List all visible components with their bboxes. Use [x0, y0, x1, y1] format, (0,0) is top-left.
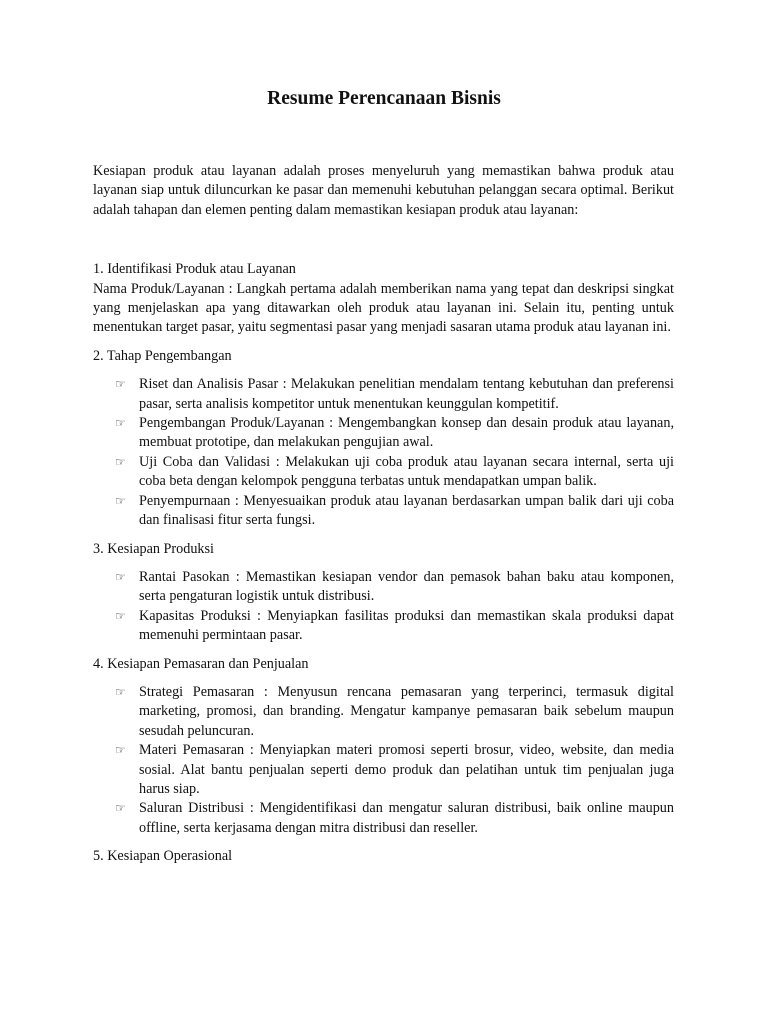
list-item — [93, 741, 674, 799]
hand-pointing-right-icon: ☞ — [115, 377, 126, 392]
list-item-text: Penyempurnaan : Menyesuaikan produk atau layanan berdasarkan umpan balik dari uji coba dan finalisasi fitur serta fungsi. — [139, 492, 674, 529]
list-item — [93, 607, 674, 646]
hand-pointing-right-icon: ☞ — [115, 416, 126, 431]
list-item — [93, 453, 674, 492]
list-item — [93, 492, 674, 531]
section-3-list — [93, 568, 674, 646]
list-item — [93, 414, 674, 453]
section-heading-2: 2. Tahap Pengembangan — [93, 347, 232, 364]
hand-pointing-right-icon: ☞ — [115, 743, 126, 758]
hand-pointing-right-icon: ☞ — [115, 684, 126, 699]
list-item-text: Materi Pemasaran : Menyiapkan materi promosi seperti brosur, video, website, dan media sosial. Alat bantu penjualan seperti demo produk dan pelatihan untuk tim penjualan juga harus siap. — [139, 742, 674, 797]
list-item-text: Kapasitas Produksi : Menyiapkan fasilitas produksi dan memastikan skala produksi dapat memenuhi permintaan pasar. — [139, 607, 674, 644]
document-title: Resume Perencanaan Bisnis — [267, 88, 501, 109]
hand-pointing-right-icon: ☞ — [115, 569, 126, 584]
list-item-text: Rantai Pasokan : Memastikan kesiapan vendor dan pemasok bahan baku atau komponen, serta pengaturan logistik untuk distribusi. — [139, 568, 674, 605]
section-4-list — [93, 683, 674, 838]
section-heading-1: 1. Identifikasi Produk atau Layanan — [93, 261, 296, 278]
list-item-text: Strategi Pemasaran : Menyusun rencana pemasaran yang terperinci, termasuk digital marketing, promosi, dan branding. Mengatur kampanye pemasaran baik sebelum maupun sesudah peluncuran. — [139, 683, 674, 739]
list-item-text: Riset dan Analisis Pasar : Melakukan penelitian mendalam tentang kebutuhan dan preferensi pasar, serta analisis kompetitor untuk menentukan keunggulan kompetitif. — [139, 376, 674, 412]
hand-pointing-right-icon: ☞ — [115, 493, 126, 508]
hand-pointing-right-icon: ☞ — [115, 454, 126, 469]
list-item — [93, 683, 674, 741]
list-item — [93, 799, 674, 838]
list-item — [93, 568, 674, 607]
list-item-text: Uji Coba dan Validasi : Melakukan uji coba produk atau layanan secara internal, serta uji coba beta dengan kelompok pengguna terbatas untuk mendapatkan umpan balik. — [139, 453, 674, 490]
list-item-text: Pengembangan Produk/Layanan : Mengembangkan konsep dan desain produk atau layanan, membuat prototipe, dan melakukan pengujian awal. — [139, 415, 674, 451]
hand-pointing-right-icon: ☞ — [115, 608, 126, 623]
section-2-list — [93, 375, 674, 530]
document-body — [93, 162, 674, 867]
list-item-text: Saluran Distribusi : Mengidentifikasi dan mengatur saluran distribusi, baik online maupun offline, serta kerjasama dengan mitra distribusi dan reseller. — [139, 800, 674, 836]
section-heading-3: 3. Kesiapan Produksi — [93, 540, 214, 557]
section-1-paragraph: Nama Produk/Layanan : Langkah pertama adalah memberikan nama yang tepat dan deskripsi singkat yang menjelaskan apa yang ditawarkan oleh produk atau layanan ini. Selain itu, penting untuk menentukan target pasar, yaitu segmentasi pasar yang menjadi sasaran utama produk atau layanan ini. — [93, 280, 674, 336]
section-heading-5: 5. Kesiapan Operasional — [93, 848, 233, 865]
intro-paragraph: Kesiapan produk atau layanan adalah proses menyeluruh yang memastikan bahwa produk atau layanan siap untuk diluncurkan ke pasar dan memenuhi kebutuhan pelanggan secara optimal. Berikut adalah tahapan dan elemen penting dalam memastikan kesiapan produk atau layanan: — [93, 163, 674, 218]
section-heading-4: 4. Kesiapan Pemasaran dan Penjualan — [93, 655, 309, 672]
list-item — [93, 375, 674, 414]
hand-pointing-right-icon: ☞ — [115, 801, 126, 816]
